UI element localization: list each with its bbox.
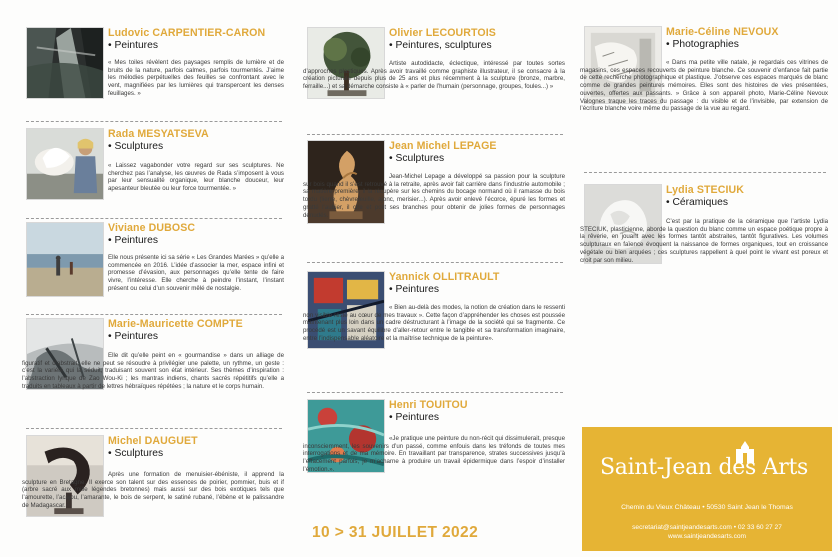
artist-name: Henri TOUITOU bbox=[389, 399, 468, 411]
artist-description: Artiste autodidacte, éclectique, intéressé par toutes sortes d’approches plastiques. Après avoir travaillé comme graphiste illustrateur, il se consacre à la création picturale depuis plus de 25 ans et plus récemment à la sculpture (bronze, marbre, ferraille...) et sa démarche consiste à « parler de l’humain (personnage, groupes, foules...) » bbox=[303, 60, 565, 91]
event-address: Chemin du Vieux Château • 50530 Saint Jean le Thomas bbox=[621, 504, 793, 511]
artist-name: Ludovic CARPENTIER-CARON bbox=[108, 27, 266, 39]
website-link[interactable]: www.saintjeandesarts.com bbox=[667, 532, 747, 540]
artist-category: • Peintures bbox=[108, 40, 158, 51]
artist-category: • Peintures bbox=[108, 235, 158, 246]
event-dates: 10 > 31 JUILLET 2022 bbox=[312, 524, 479, 541]
separator bbox=[307, 134, 563, 135]
artist-category: • Peintures bbox=[389, 412, 439, 423]
artist-entry bbox=[303, 27, 565, 137]
artist-entry bbox=[22, 222, 284, 316]
artist-entry bbox=[303, 271, 565, 394]
separator bbox=[307, 262, 563, 263]
artist-category: • Peintures bbox=[108, 331, 158, 342]
artist-name: Viviane DUBOSC bbox=[108, 222, 196, 234]
artist-description: Après une formation de menuisier-ébéniste, il apprend la sculpture en Bretagne. Il exerce son talent sur des essences de poirier, pommier, buis et if (arbre sacré aux mille légendes bretonnes) mais aussi sur des bois exotiques tels que l’amourette, l’acajou, l’amarante, le bois de serpent, le satiné rubané, l’ébène et le palissandre de Madagascar. bbox=[22, 471, 284, 509]
artist-name: Marie-Céline NEVOUX bbox=[666, 26, 779, 38]
artwork-thumbnail bbox=[26, 27, 104, 99]
event-info-panel bbox=[582, 427, 832, 551]
artist-description: Elle nous présente ici sa série « Les Grandes Marées » qu’elle a commencée en 2016. L’idée d’associer la mer, espace infini et promesse d’évasion, aux personnages qu’elle tente de faire vivre, l’intéresse. Elle cherche à peindre l’instant, l’instant présent ou celui d’un souvenir mêlé de nostalgie. bbox=[108, 254, 284, 292]
artist-category: • Peintures, sculptures bbox=[389, 40, 492, 51]
artist-entry bbox=[303, 140, 565, 265]
separator bbox=[26, 314, 282, 315]
artist-entry bbox=[22, 435, 284, 550]
artist-category: • Sculptures bbox=[389, 153, 444, 164]
artist-description: Elle dit qu’elle peint en « gourmandise » dans un alliage de figuratif et d’abstrait, elle ne peut se résoudre à privilégier une palette, un rythme, un geste : c’est la variété qui la séduit, traduisant souvent son état intérieur. Ses thèmes d’inspiration : l’abstraction lyrique de Zao Wou-Ki ; les mantras indiens, chants sacrés répétitifs qu’elle a traduits en tableaux à partir de lettres hébraïques répétées ; la nature et le corps humain. bbox=[22, 352, 284, 390]
artist-name: Marie-Mauricette COMPTE bbox=[108, 318, 243, 330]
separator bbox=[584, 172, 826, 173]
artist-name: Michel DAUGUET bbox=[108, 435, 198, 447]
artwork-thumbnail bbox=[26, 222, 104, 297]
artist-category: • Photographies bbox=[666, 39, 739, 50]
artist-description: « Mes toiles révèlent des paysages remplis de lumière et de bruits de la nature, parfois calmes, parfois tourmentés. J’aime les mélodies perpétuelles des feuilles se confrontant avec le vent, magnifiées par les lumières qui transpercent les denses feuillages. » bbox=[108, 59, 284, 97]
artist-description: « Dans ma petite ville natale, je regardais ces vitrines de magasins, ces espaces recouverts de peinture blanche. Ce souvenir d’enfance fait partie de cette recherche photographique et plastique. J’observe ces espaces marqués de blanc comme de grandes peintures mémoires. Elles sont des histoires de vies présentées, ouvertes, offertes aux passants. » Grâce à son appareil photo, Marie-Céline Nevoux Valognes traque les traces du passage : du visible et de l’invisible, par extension de l’écriture blanche voire même du passage de la vue au regard. bbox=[580, 59, 828, 113]
artist-description: Jean-Michel Lepage a développé sa passion pour la sculpture sur bois quand il s’est retrouvé à la retraite, après avoir fait carrière dans l’industrie automobile ; sa matière première, il la récupère sur les chemins du bocage normand où il ramasse du bois tordu (lierre, chèvrefeuille, ajonc, merisier...). Après avoir enlevé l’écorce, épuré les formes et gratté l’aubier, il cire et polit ses branches pour obtenir de jolies formes de personnages dénudés. bbox=[303, 173, 565, 219]
artist-description: «Je pratique une peinture du non-récit qui dissimulerait, presque inconsciemment, les souvenirs d’un passé, comme enfouis dans les tréfonds de toutes mes interrogations et de ma mémoire. En travaillant par transparence, strates successives jusqu’à l’effacement parfois, je m’acharne à produire un travail épidermique dans l’espoir d’installer l’émotion.». bbox=[303, 435, 565, 473]
artist-description: C’est par la pratique de la céramique que l’artiste Lydia STECIUK, plasticienne, aborde la question du blanc comme un espace poétique propre à la rêverie, en jouant avec les formes tantôt abstraites, tantôt figuratives. Les volumes sculpturaux en faïence évoquent la naissance de formes organiques, tout en croissance végétale ou bien arquées ; ces sculptures rappellent à quel point le vivant est poreux et croit par son milieu. bbox=[580, 218, 828, 264]
artist-description: « Laissez vagabonder votre regard sur ses sculptures. Ne cherchez pas l’analyse, les œuvres de Rada s’imposent à vous par leur sensualité organique, leur blanche douceur, leur apesanteur bleutée ou leur force tourmentée. » bbox=[108, 162, 284, 193]
artist-description: « Bien au-delà des modes, la notion de création dans le ressenti non visible reste au cœur de mes travaux ». Cette façon d’appréhender les choses est poussée maintenant plus loin dans un cadre déstructurant à l’image de la société qui se fragmente. Ce procédé est un savant équilibre d’aller-retour entre le tangible et sa transformation imaginaire, entre l’indispensable aléatoire et la maîtrise technique de la peinture». bbox=[303, 304, 565, 342]
artist-name: Rada MESYATSEVA bbox=[108, 128, 209, 140]
artist-entry bbox=[22, 27, 284, 123]
artist-category: • Peintures bbox=[389, 284, 439, 295]
artist-name: Olivier LECOURTOIS bbox=[389, 27, 496, 39]
artist-entry bbox=[22, 318, 284, 430]
artist-name: Lydia STECIUK bbox=[666, 184, 745, 196]
event-contact bbox=[582, 524, 832, 541]
logo-text: Saint-Jean des Arts bbox=[600, 455, 809, 480]
artist-category: • Sculptures bbox=[108, 141, 163, 152]
artist-entry bbox=[580, 184, 828, 304]
separator bbox=[26, 121, 282, 122]
separator bbox=[307, 392, 563, 393]
contact-line[interactable]: secretariat@saintjeandesarts.com • 02 33 60 27 27 bbox=[632, 524, 782, 531]
artist-entry bbox=[303, 399, 565, 509]
artist-name: Yannick OLLITRAULT bbox=[389, 271, 500, 283]
artist-name: Jean Michel LEPAGE bbox=[389, 140, 497, 152]
artist-category: • Céramiques bbox=[666, 197, 728, 208]
artist-category: • Sculptures bbox=[108, 448, 163, 459]
separator bbox=[26, 218, 282, 219]
artist-entry bbox=[22, 128, 284, 220]
separator bbox=[26, 428, 282, 429]
artist-entry bbox=[580, 26, 828, 174]
artwork-thumbnail bbox=[26, 128, 104, 200]
